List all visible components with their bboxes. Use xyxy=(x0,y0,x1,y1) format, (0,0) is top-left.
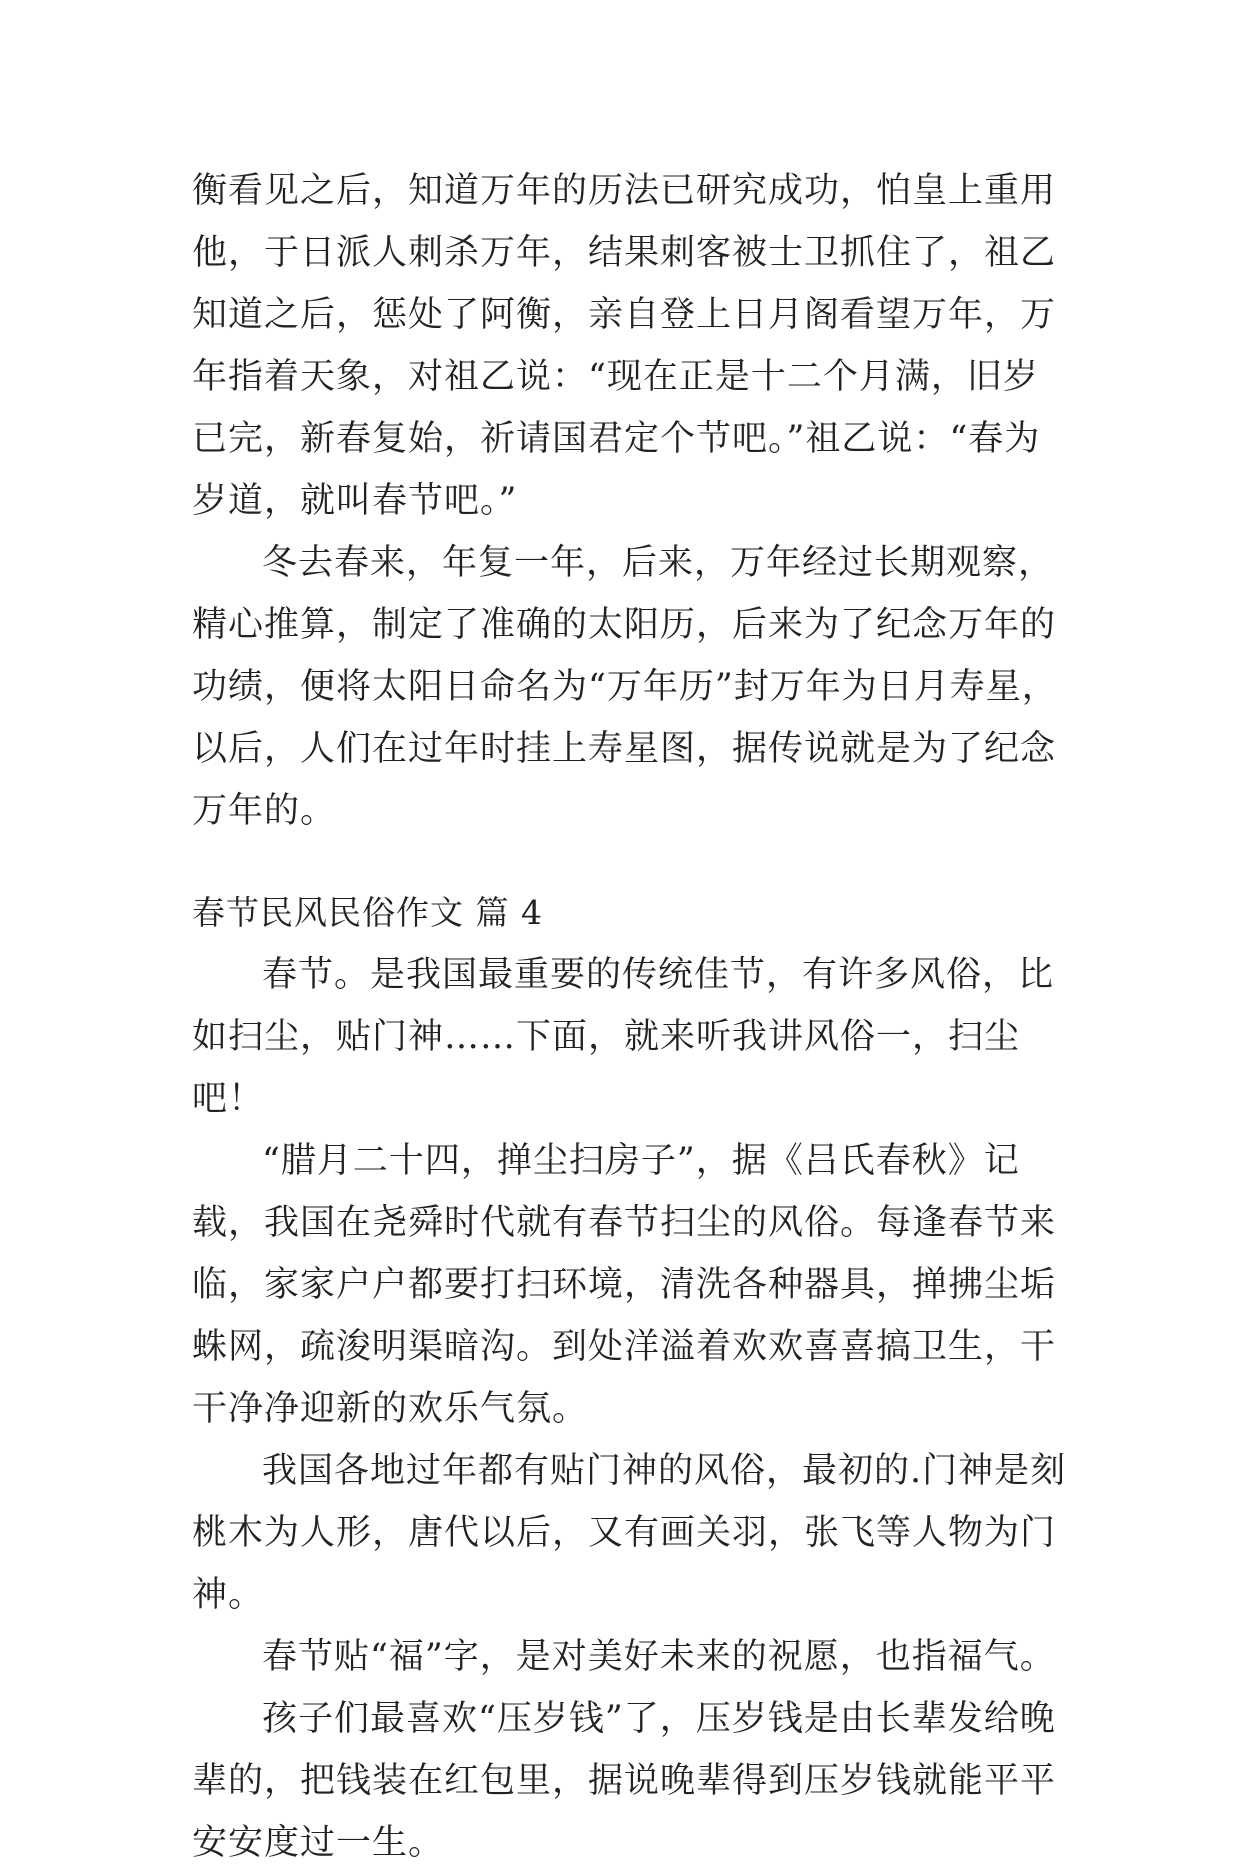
paragraph-3: 春节。是我国最重要的传统佳节，有许多风俗，比如扫尘，贴门神……下面，就来听我讲风俗一，扫尘吧！ xyxy=(192,955,1055,1119)
paragraph-1: 衡看见之后，知道万年的历法已研究成功，怕皇上重用他，于日派人刺杀万年，结果刺客被士卫抓住了，祖乙知道之后，惩处了阿衡，亲自登上日月阁看望万年，万年指着天象，对祖乙说：“现在正是十二个月满，旧岁已完，新春复始，祈请国君定个节吧。”祖乙说：“春为岁道，就叫春节吧。” xyxy=(192,171,1057,521)
paragraph-6: 春节贴“福”字，是对美好未来的祝愿，也指福气。 xyxy=(262,1637,1056,1677)
paragraph-4: “腊月二十四，掸尘扫房子”，据《吕氏春秋》记载，我国在尧舜时代就有春节扫尘的风俗。每逢春节来临，家家户户都要打扫环境，清洗各种器具，掸拂尘垢蛛网，疏浚明渠暗沟。到处洋溢着欢欢喜喜搞卫生，干干净净迎新的欢乐气氛。 xyxy=(192,1141,1057,1429)
paragraph-2: 冬去春来，年复一年，后来，万年经过长期观察，精心推算，制定了准确的太阳历，后来为了纪念万年的功绩，便将太阳日命名为“万年历”封万年为日月寿星，以后，人们在过年时挂上寿星图，据传说就是为了纪念万年的。 xyxy=(192,543,1058,831)
document-body xyxy=(192,160,1072,1874)
paragraph-5: 我国各地过年都有贴门神的风俗，最初的.门神是刻桃木为人形，唐代以后，又有画关羽，张飞等人物为门神。 xyxy=(192,1451,1067,1615)
section-title: 春节民风民俗作文 篇 4 xyxy=(192,893,543,932)
paragraph-7: 孩子们最喜欢“压岁钱”了，压岁钱是由长辈发给晚辈的，把钱装在红包里，据说晚辈得到压岁钱就能平平安安度过一生。 xyxy=(192,1699,1057,1863)
